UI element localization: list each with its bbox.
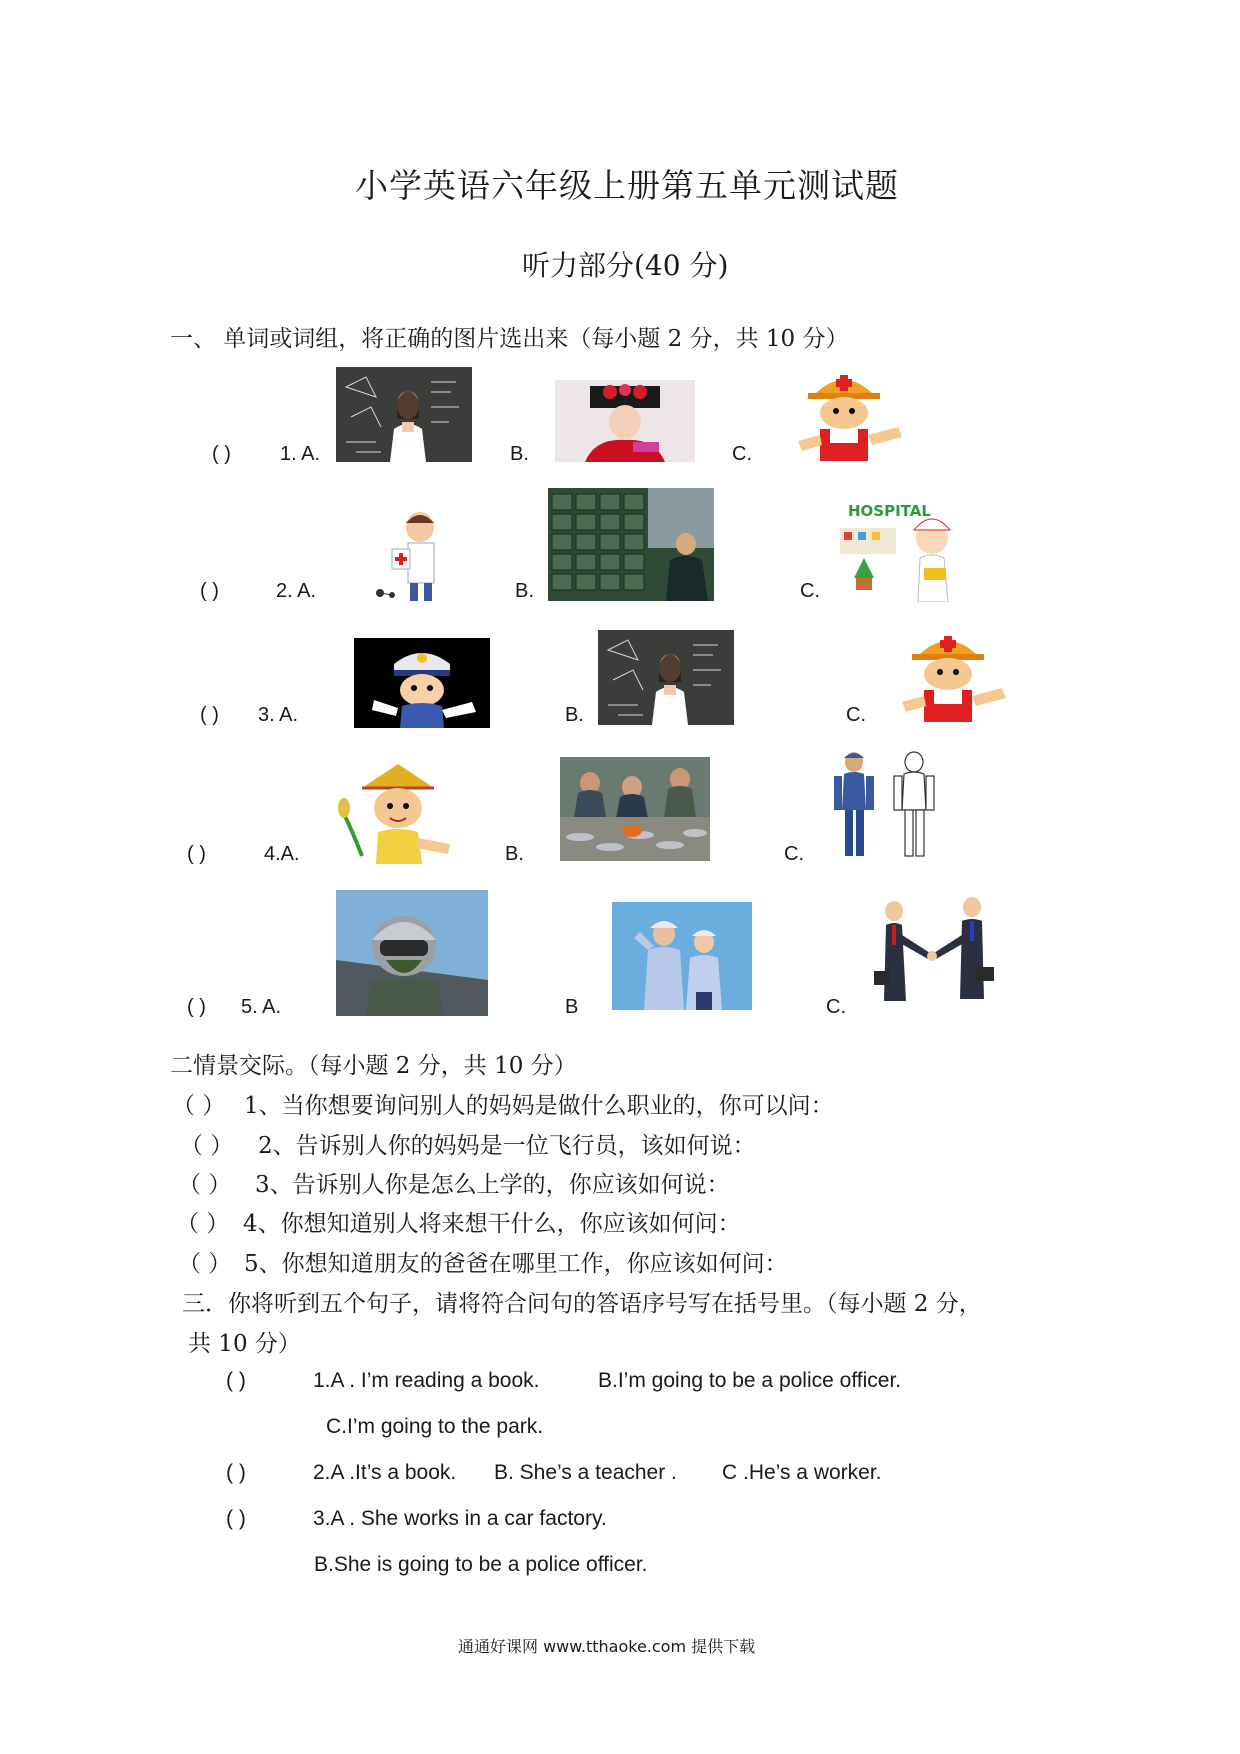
option-b-label: B.: [515, 580, 534, 602]
situation-question: 2、告诉别人你的妈妈是一位飞行员，该如何说：: [258, 1133, 756, 1159]
page-title: 小学英语六年级上册第五单元测试题: [355, 166, 899, 205]
option-c-label: C.: [846, 704, 866, 726]
answer-option-a: 1.A . I’m reading a book.: [313, 1369, 540, 1392]
answer-blank[interactable]: （ ）: [176, 1211, 230, 1237]
answer-blank[interactable]: （ ）: [178, 1251, 232, 1277]
answer-option-a: 3.A . She works in a car factory.: [313, 1507, 607, 1530]
option-c-label: C.: [800, 580, 820, 602]
answer-option-c: C .He’s a worker.: [722, 1461, 882, 1484]
question-number: 4.A.: [264, 843, 300, 865]
workers-outline: [830, 750, 940, 862]
answer-blank[interactable]: ( ): [200, 580, 219, 602]
answer-blank[interactable]: （ ）: [172, 1093, 226, 1119]
situation-question: 4、你想知道别人将来想干什么，你应该如何问：: [243, 1211, 741, 1237]
footer-source: 通通好课网 www.tthaoke.com 提供下载: [458, 1637, 756, 1656]
qing-costume-woman-photo: [555, 380, 695, 462]
option-b-label: B.: [505, 843, 524, 865]
question-number: 3. A.: [258, 704, 299, 726]
answer-blank[interactable]: ( ): [200, 704, 219, 726]
answer-blank[interactable]: （ ）: [178, 1172, 232, 1198]
section2-heading: 二情景交际。（每小题 2 分，共 10 分）: [170, 1053, 577, 1079]
option-c-label: C.: [784, 843, 804, 865]
farmer-cartoon: [332, 760, 468, 864]
situation-question: 1、当你想要询问别人的妈妈是做什么职业的，你可以问：: [244, 1093, 834, 1119]
police-cartoon: [354, 638, 490, 728]
builder-cartoon: [776, 365, 912, 465]
builder-cartoon: [880, 626, 1016, 726]
answer-blank[interactable]: （ ）: [180, 1133, 234, 1159]
option-b-label: B.: [510, 443, 529, 465]
question-number: 5. A.: [241, 996, 282, 1018]
hospital-nurse-cartoon: [834, 498, 970, 602]
teacher-blackboard-photo: [598, 630, 734, 725]
answer-blank[interactable]: ( ): [226, 1369, 246, 1392]
teacher-blackboard-photo: [336, 367, 472, 462]
situation-question: 3、告诉别人你是怎么上学的，你应该如何说：: [255, 1172, 730, 1198]
question-number: 1. A.: [280, 443, 321, 465]
answer-blank[interactable]: ( ): [226, 1461, 246, 1484]
doctor-cartoon: [370, 505, 460, 605]
answer-option-b: B.I’m going to be a police officer.: [598, 1369, 902, 1392]
answer-option-b: B. She’s a teacher .: [494, 1461, 677, 1484]
option-c-label: C.: [732, 443, 752, 465]
answer-option-c: C.I’m going to the park.: [326, 1415, 544, 1438]
section1-heading: 一、 单词或词组，将正确的图片选出来（每小题 2 分，共 10 分）: [170, 326, 849, 352]
postman-mailboxes-photo: [548, 488, 714, 601]
section3-heading-cont: 共 10 分）: [188, 1331, 301, 1357]
svg-text:HOSPITAL: HOSPITAL: [848, 502, 931, 520]
option-b-label: B.: [565, 704, 584, 726]
section3-heading: 三．你将听到五个句子，请将符合问句的答语序号写在括号里。（每小题 2 分，: [182, 1291, 982, 1317]
police-officers-photo: [612, 902, 752, 1010]
situation-question: 5、你想知道朋友的爸爸在哪里工作，你应该如何问：: [244, 1251, 788, 1277]
answer-blank[interactable]: ( ): [187, 996, 206, 1018]
answer-option-a: 2.A .It’s a book.: [313, 1461, 457, 1484]
answer-option-b: B.She is going to be a police officer.: [314, 1553, 648, 1576]
pilot-photo: [336, 890, 488, 1016]
answer-blank[interactable]: ( ): [212, 443, 231, 465]
listening-section-title: 听力部分(40 分): [522, 249, 729, 282]
question-number: 2. A.: [276, 580, 317, 602]
option-c-label: C.: [826, 996, 846, 1018]
businessmen-handshake: [868, 895, 998, 1013]
fishermen-photo: [560, 757, 710, 861]
option-b-label: B: [565, 996, 579, 1018]
answer-blank[interactable]: ( ): [226, 1507, 246, 1530]
answer-blank[interactable]: ( ): [187, 843, 206, 865]
